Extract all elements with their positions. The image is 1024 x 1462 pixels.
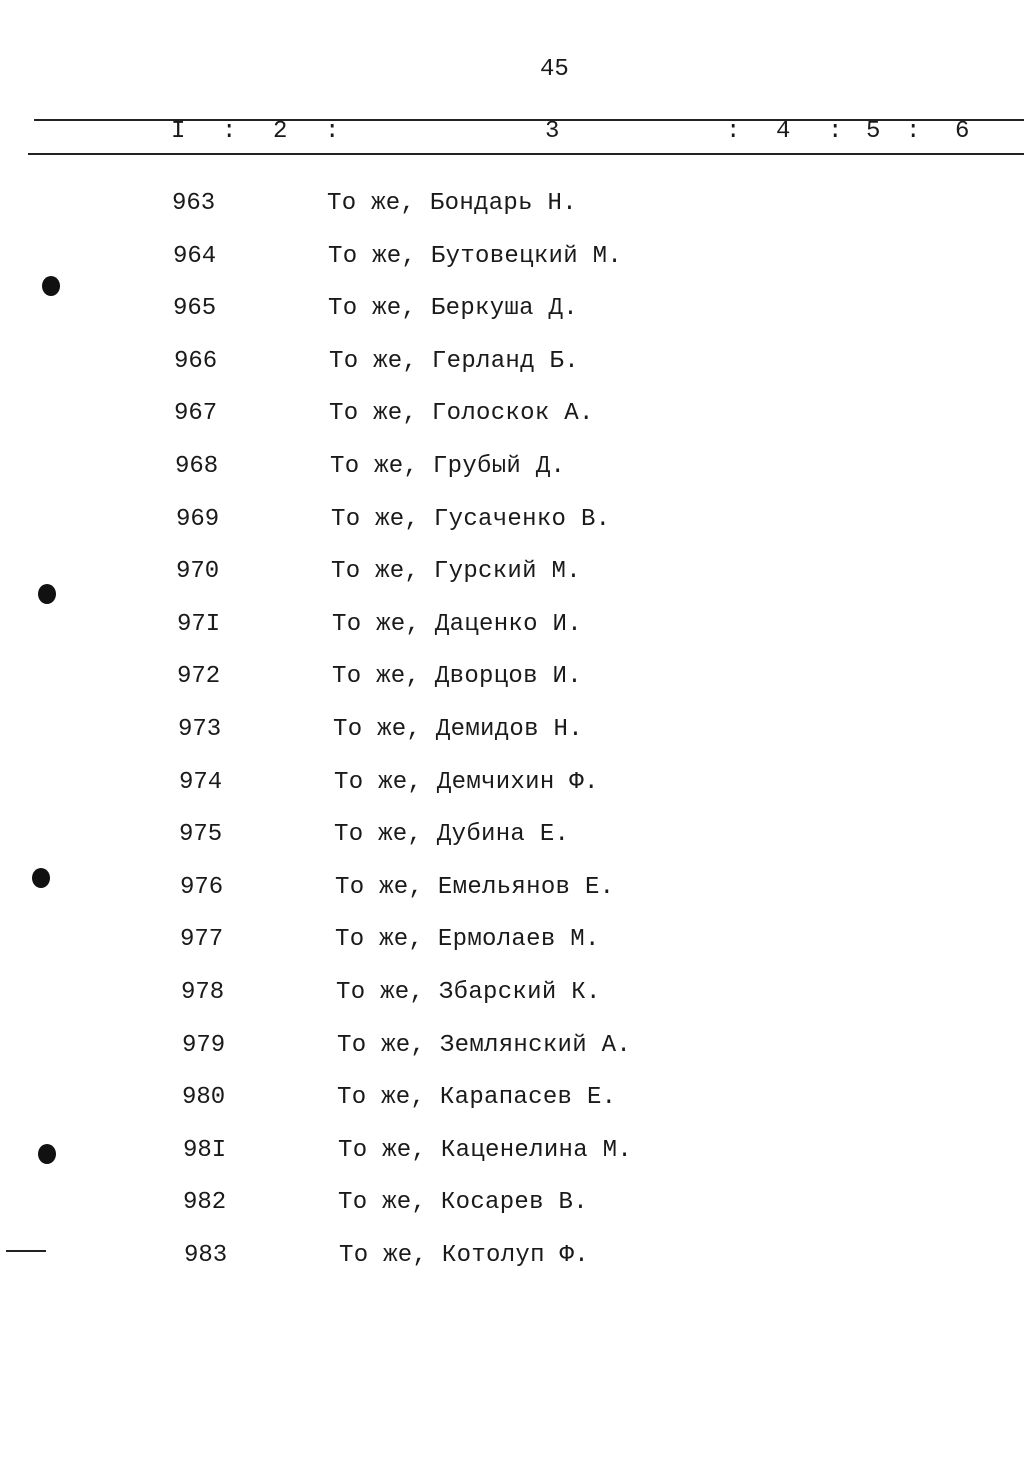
record-text: То же, Грубый Д.	[330, 453, 566, 480]
record-number: 967	[174, 400, 218, 427]
record-number: 976	[180, 874, 224, 901]
punch-hole-mark	[38, 584, 56, 604]
record-text: То же, Даценко И.	[332, 611, 582, 638]
record-number: 972	[177, 663, 221, 690]
column-separator: :	[222, 118, 237, 145]
column-header-6: 6	[955, 118, 970, 145]
record-number: 963	[172, 190, 216, 217]
record-number: 973	[178, 716, 222, 743]
record-number: 982	[183, 1189, 227, 1216]
punch-hole-mark	[38, 1144, 56, 1164]
record-number: 969	[176, 506, 220, 533]
column-header-5: 5	[866, 118, 881, 145]
record-text: То же, Гусаченко В.	[331, 506, 611, 533]
punch-hole-mark	[42, 276, 60, 296]
record-number: 970	[176, 558, 220, 585]
record-text: То же, Дворцов И.	[332, 663, 582, 690]
record-number: 97I	[177, 611, 221, 638]
column-separator: :	[906, 118, 921, 145]
record-text: То же, Беркуша Д.	[328, 295, 578, 322]
record-number: 968	[175, 453, 219, 480]
column-header-4: 4	[776, 118, 791, 145]
punch-hole-mark	[32, 868, 50, 888]
header-rule-bottom	[28, 153, 1024, 155]
record-text: То же, Збарский К.	[336, 979, 601, 1006]
record-number: 964	[173, 243, 217, 270]
record-number: 98I	[183, 1137, 227, 1164]
record-number: 974	[179, 769, 223, 796]
column-separator: :	[325, 118, 340, 145]
record-number: 979	[182, 1032, 226, 1059]
record-text: То же, Демчихин Ф.	[334, 769, 599, 796]
column-header-2: 2	[273, 118, 288, 145]
column-header-3: 3	[545, 118, 560, 145]
record-text: То же, Котолуп Ф.	[339, 1242, 589, 1269]
record-number: 975	[179, 821, 223, 848]
record-number: 965	[173, 295, 217, 322]
page-number: 45	[540, 56, 569, 83]
record-text: То же, Емельянов Е.	[335, 874, 615, 901]
record-text: То же, Герланд Б.	[329, 348, 579, 375]
record-text: То же, Демидов Н.	[333, 716, 583, 743]
record-number: 980	[182, 1084, 226, 1111]
record-number: 966	[174, 348, 218, 375]
margin-dash-mark	[6, 1250, 46, 1252]
record-text: То же, Каценелина М.	[338, 1137, 633, 1164]
record-number: 983	[184, 1242, 228, 1269]
record-text: То же, Гурский М.	[331, 558, 581, 585]
record-text: То же, Косарев В.	[338, 1189, 588, 1216]
column-separator: :	[726, 118, 741, 145]
record-number: 977	[180, 926, 224, 953]
record-text: То же, Землянский А.	[337, 1032, 632, 1059]
record-number: 978	[181, 979, 225, 1006]
record-text: То же, Дубина Е.	[334, 821, 570, 848]
record-text: То же, Карапасев Е.	[337, 1084, 617, 1111]
record-text: То же, Ермолаев М.	[335, 926, 600, 953]
column-separator: :	[828, 118, 843, 145]
record-text: То же, Бутовецкий М.	[328, 243, 623, 270]
record-text: То же, Голоскок А.	[329, 400, 594, 427]
record-text: То же, Бондарь Н.	[327, 190, 577, 217]
column-header-1: I	[171, 118, 186, 145]
